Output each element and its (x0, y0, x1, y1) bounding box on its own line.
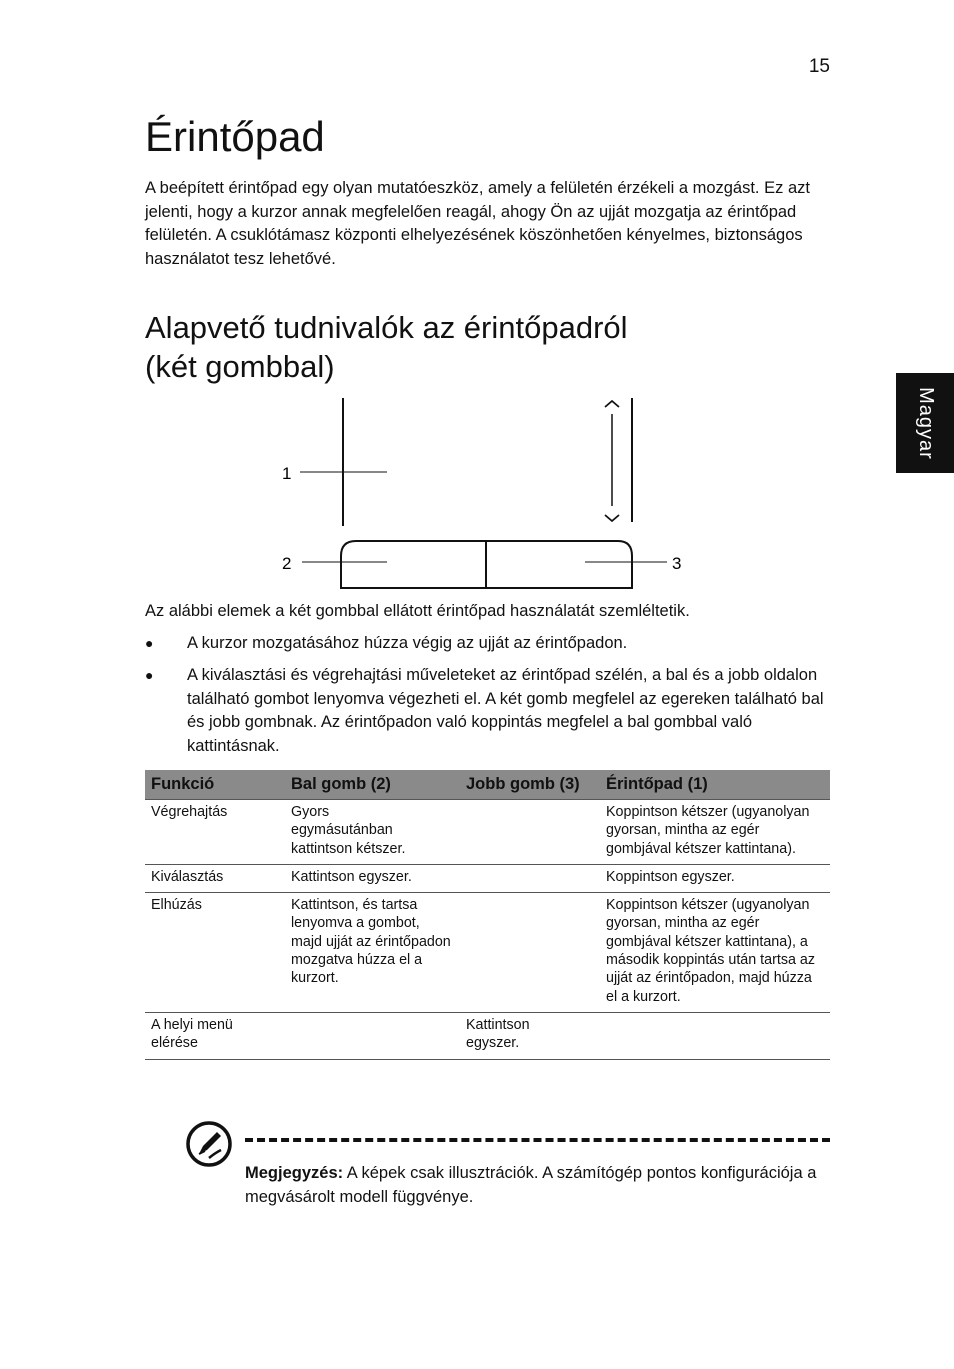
section-title-line1: Alapvető tudnivalók az érintőpadról (145, 310, 628, 345)
language-tab-label: Magyar (914, 386, 937, 460)
callout-2: 2 (282, 554, 292, 573)
table-cell: Kiválasztás (145, 864, 285, 892)
table-header-row (145, 770, 830, 800)
bullet-icon: ● (145, 667, 154, 683)
note-text (245, 1162, 830, 1209)
table-cell (460, 893, 600, 1013)
table-row (145, 800, 830, 865)
table-cell: Gyors egymásutánban kattintson kétszer. (285, 800, 460, 865)
chevron-up-icon (605, 401, 619, 407)
table-cell: Elhúzás (145, 893, 285, 1013)
page-number: 15 (808, 56, 830, 77)
table-cell (600, 1012, 830, 1059)
table-cell: Koppintson kétszer (ugyanolyan gyorsan, mintha az egér gombjával kétszer kattintana). (600, 800, 830, 865)
table-cell: Koppintson egyszer. (600, 864, 830, 892)
table-cell: Kattintson egyszer. (285, 864, 460, 892)
bullet-icon: ● (145, 635, 154, 651)
callout-1: 1 (282, 464, 292, 483)
list-item-text: A kiválasztási és végrehajtási műveleteket az érintőpad szélén, a bal és a jobb oldalon található gombot lenyomva végezheti el. A két gomb megfelel az egereken található bal és jobb gombnak. Az érintőpadon való koppintás megfelel a bal gombbal való kattintásnak. (187, 666, 824, 755)
note-divider (245, 1138, 830, 1142)
table-row (145, 893, 830, 1013)
touchpad-diagram (270, 392, 690, 592)
header-touchpad: Érintőpad (1) (600, 770, 830, 800)
header-right-button: Jobb gomb (3) (460, 770, 600, 800)
intro-paragraph: A beépített érintőpad egy olyan mutatóeszköz, amely a felületén érzékeli a mozgást. Ez azt jelenti, hogy a kurzor annak megfelelően reagál, ahogy Ön az ujját mozgatja az érintőpad felületén. A csuklótámasz központi elhelyezésének köszönhetően kényelmes, biztonságos használatot tesz lehetővé. (145, 179, 810, 268)
language-tab (896, 373, 954, 473)
section-title (145, 308, 628, 386)
table-row (145, 1012, 830, 1059)
table-cell (285, 1012, 460, 1059)
note-body: A képek csak illusztrációk. A számítógép pontos konfigurációja a megvásárolt modell függvénye. (245, 1164, 817, 1206)
header-left-button: Bal gomb (2) (285, 770, 460, 800)
chevron-down-icon (605, 515, 619, 521)
table-cell (460, 864, 600, 892)
table-cell: Kattintson, és tartsa lenyomva a gombot, majd ujját az érintőpadon mozgatva húzza el a kurzort. (285, 893, 460, 1013)
header-function: Funkció (145, 770, 285, 800)
note-pen-icon (185, 1120, 233, 1168)
table-cell: A helyi menü elérése (145, 1012, 285, 1059)
list-item-text: A kurzor mozgatásához húzza végig az ujját az érintőpadon. (187, 634, 628, 652)
table-cell (460, 800, 600, 865)
table-cell: Kattintson egyszer. (460, 1012, 600, 1059)
table-cell: Koppintson kétszer (ugyanolyan gyorsan, mintha az egér gombjával kétszer kattintana), a második koppintás után tartsa az ujját az érintőpadon, majd húzza el a kurzort. (600, 893, 830, 1013)
table-row (145, 864, 830, 892)
page-title: Érintőpad (145, 113, 325, 160)
section-title-line2: (két gombbal) (145, 349, 335, 384)
lead-paragraph: Az alábbi elemek a két gombbal ellátott érintőpad használatát szemléltetik. (145, 602, 690, 620)
table-cell: Végrehajtás (145, 800, 285, 865)
callout-3: 3 (672, 554, 682, 573)
note-label: Megjegyzés: (245, 1164, 344, 1182)
function-table (145, 770, 830, 1060)
